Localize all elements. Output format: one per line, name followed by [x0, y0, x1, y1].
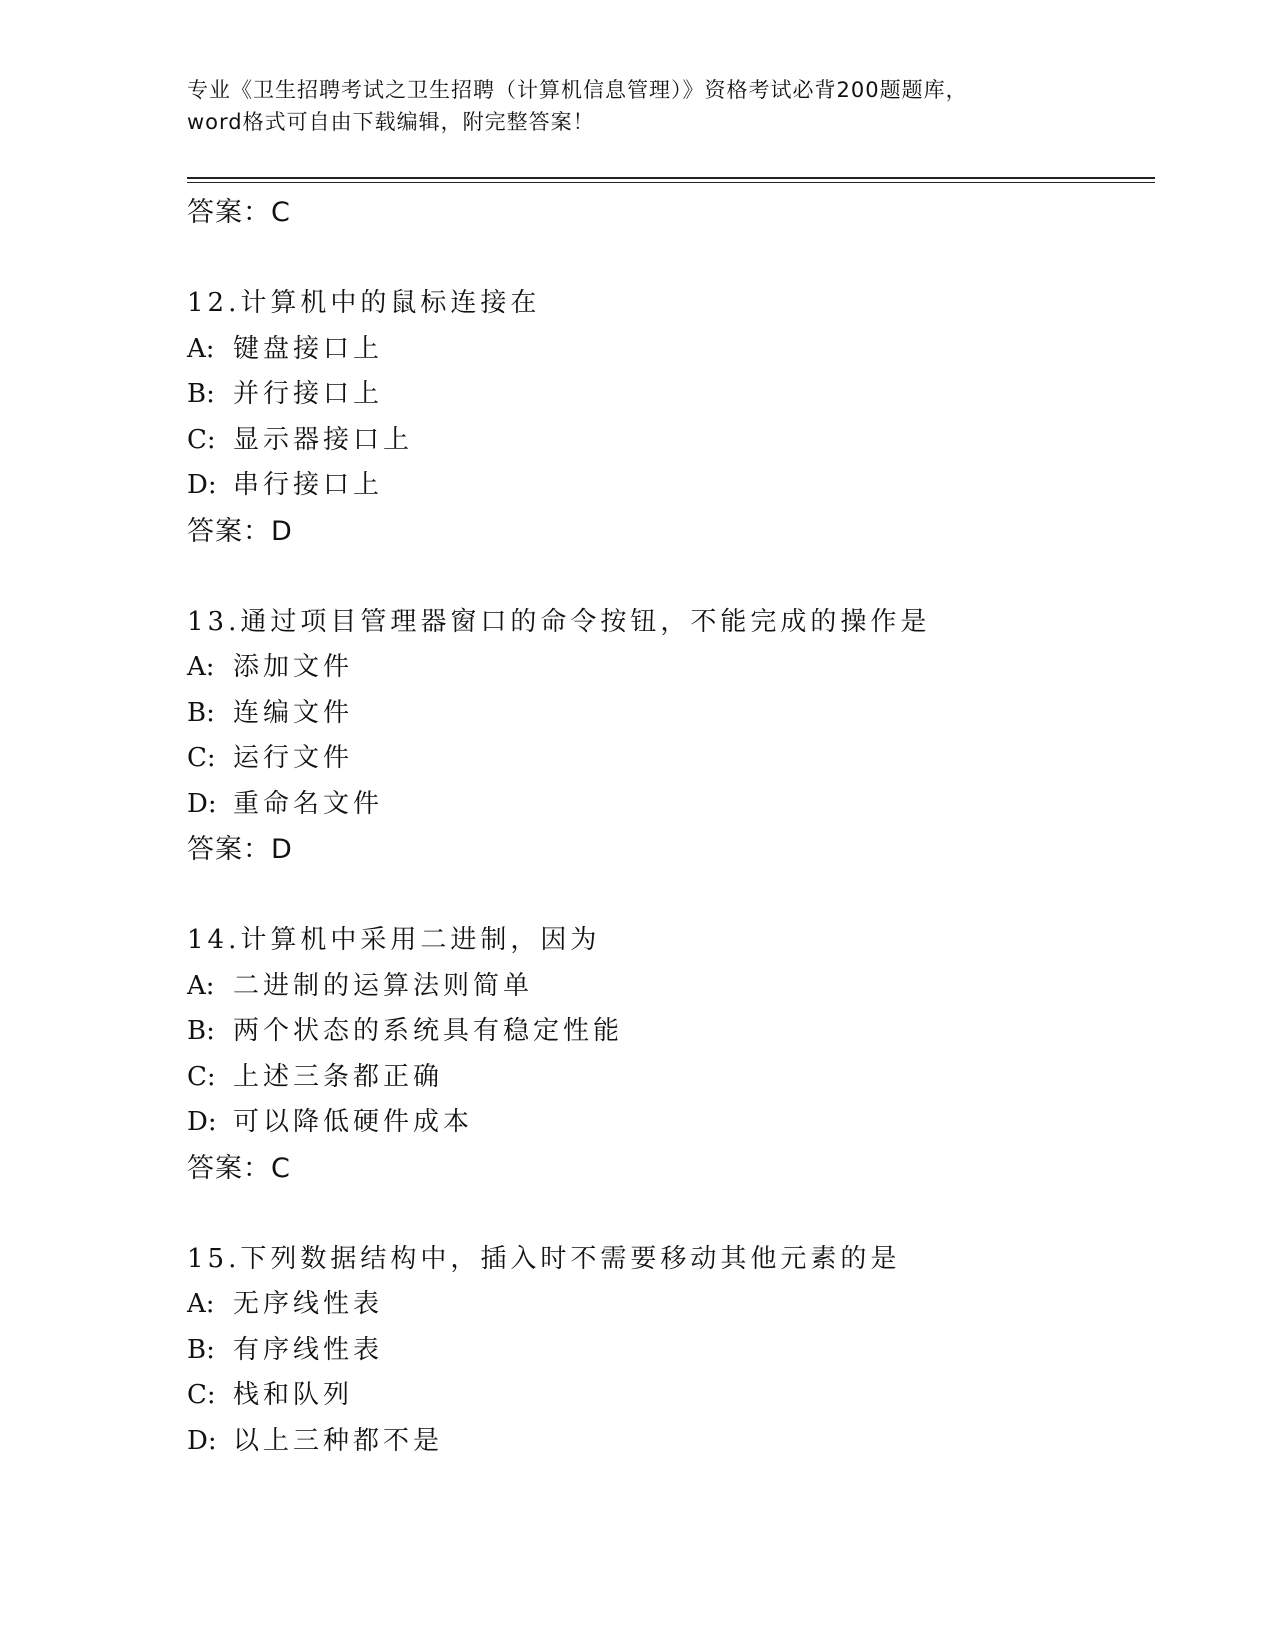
- header-line-1: 专业《卫生招聘考试之卫生招聘（计算机信息管理）》资格考试必背200题题库，: [187, 78, 968, 102]
- option-a: [187, 964, 1155, 1010]
- document-header: [187, 74, 1087, 138]
- question-15: [187, 1237, 1155, 1465]
- option-text: 添加文件: [233, 652, 354, 682]
- option-b: [187, 372, 1155, 418]
- option-b: [187, 691, 1155, 737]
- previous-answer: 答案：C: [187, 197, 291, 228]
- option-letter: D:: [187, 788, 217, 819]
- option-text: 栈和队列: [233, 1380, 354, 1410]
- question-list: [187, 190, 1155, 1464]
- option-text: 二进制的运算法则简单: [233, 970, 534, 1001]
- option-d: [187, 463, 1155, 509]
- option-text: 可以降低硬件成本: [233, 1107, 474, 1137]
- option-a: [187, 327, 1155, 373]
- option-letter: C:: [187, 1061, 216, 1092]
- option-letter: B:: [187, 697, 215, 728]
- option-text: 显示器接口上: [233, 424, 414, 455]
- question-14: [187, 918, 1155, 1191]
- header-divider-thin: [187, 182, 1155, 183]
- option-a: [187, 645, 1155, 691]
- option-letter: B:: [187, 379, 215, 409]
- question-13: [187, 600, 1155, 873]
- option-letter: A:: [187, 1289, 215, 1319]
- option-text: 上述三条都正确: [233, 1061, 444, 1092]
- header-divider-thick: [187, 177, 1155, 179]
- option-letter: D:: [187, 1107, 217, 1137]
- option-d: [187, 1419, 1155, 1465]
- option-text: 两个状态的系统具有稳定性能: [233, 1016, 624, 1046]
- option-c: [187, 736, 1155, 782]
- question-12: [187, 281, 1155, 554]
- option-letter: B:: [187, 1016, 215, 1046]
- answer-line: 答案：C: [187, 1152, 291, 1184]
- option-letter: C:: [187, 743, 216, 773]
- option-text: 键盘接口上: [233, 333, 384, 364]
- option-text: 连编文件: [233, 697, 354, 728]
- option-text: 重命名文件: [233, 788, 384, 819]
- question-title: 14.计算机中采用二进制，因为: [187, 925, 601, 955]
- option-letter: C:: [187, 424, 216, 455]
- option-d: [187, 1100, 1155, 1146]
- question-title: 15.下列数据结构中，插入时不需要移动其他元素的是: [187, 1243, 901, 1274]
- option-d: [187, 782, 1155, 828]
- option-text: 以上三种都不是: [233, 1425, 444, 1456]
- option-letter: A:: [187, 970, 215, 1001]
- option-letter: B:: [187, 1334, 215, 1365]
- option-b: [187, 1328, 1155, 1374]
- header-line-2: word格式可自由下载编辑，附完整答案！: [187, 110, 595, 134]
- option-c: [187, 1373, 1155, 1419]
- option-letter: D:: [187, 470, 217, 500]
- option-letter: A:: [187, 652, 215, 682]
- option-a: [187, 1282, 1155, 1328]
- option-text: 并行接口上: [233, 379, 384, 409]
- option-c: [187, 1055, 1155, 1101]
- question-title: 13.通过项目管理器窗口的命令按钮，不能完成的操作是: [187, 606, 931, 637]
- option-text: 有序线性表: [233, 1334, 384, 1365]
- option-c: [187, 418, 1155, 464]
- answer-line: 答案：D: [187, 515, 293, 547]
- option-text: 串行接口上: [233, 470, 384, 500]
- option-text: 无序线性表: [233, 1289, 384, 1319]
- option-b: [187, 1009, 1155, 1055]
- question-title: 12.计算机中的鼠标连接在: [187, 288, 541, 318]
- option-letter: A:: [187, 333, 215, 364]
- answer-line: 答案：D: [187, 834, 293, 865]
- option-letter: D:: [187, 1425, 217, 1456]
- option-text: 运行文件: [233, 743, 354, 773]
- option-letter: C:: [187, 1380, 216, 1410]
